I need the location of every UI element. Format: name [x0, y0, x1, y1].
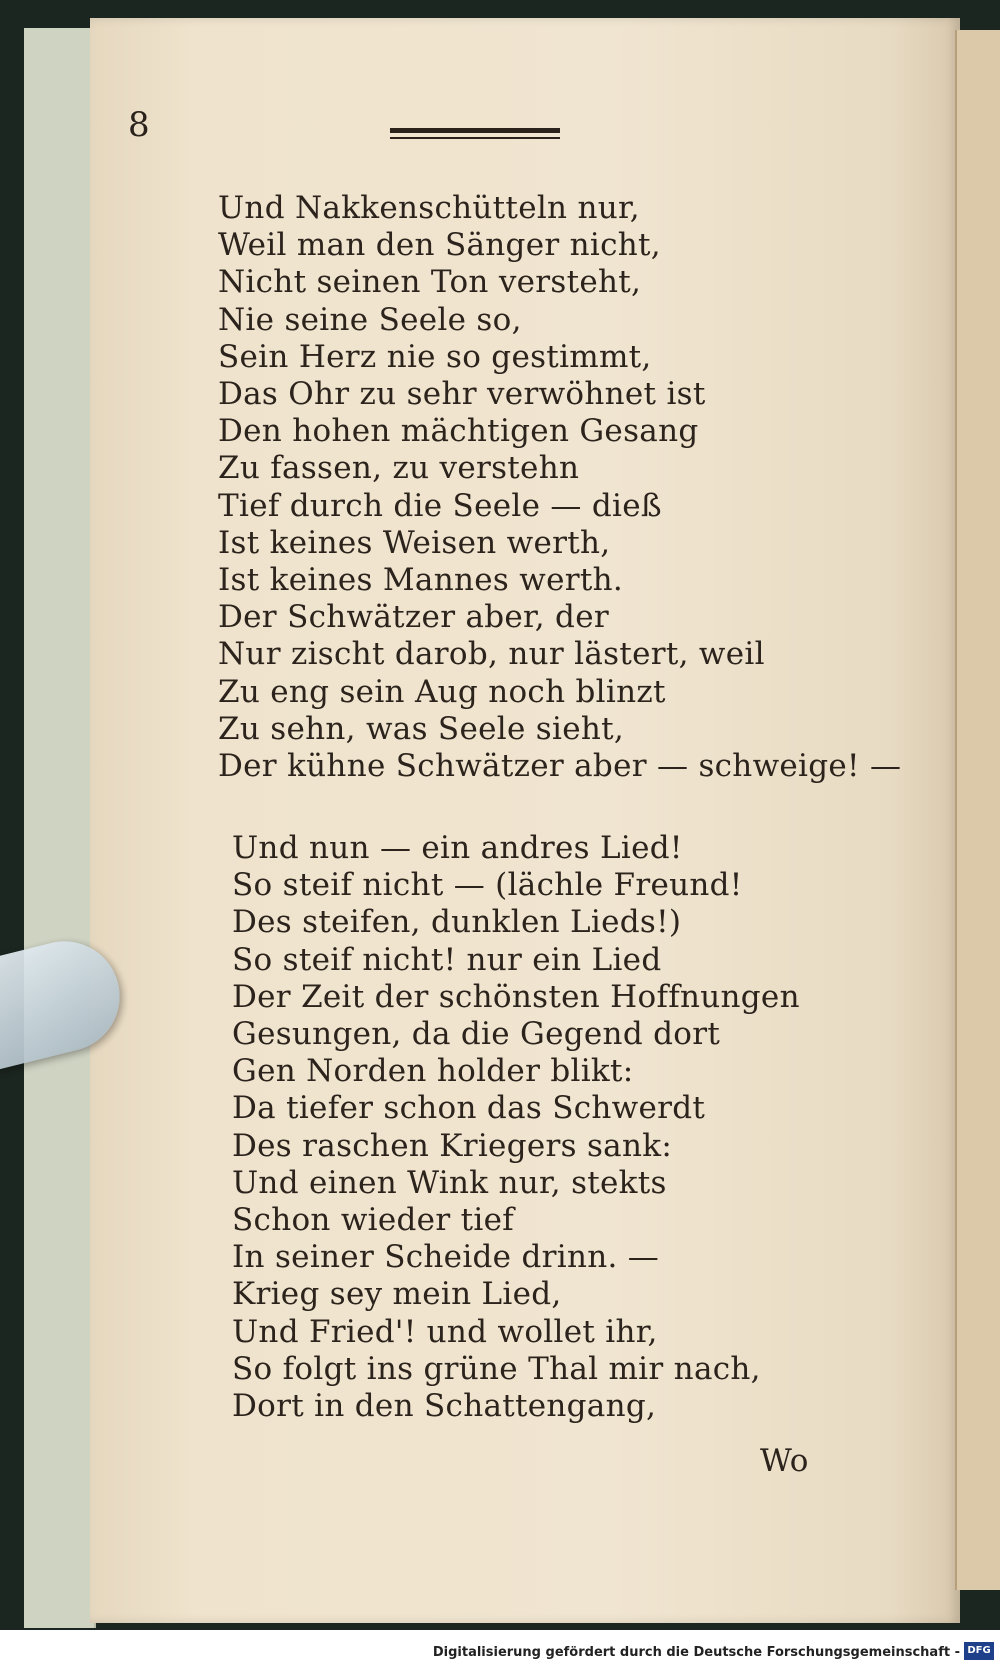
poem-line: Nur zischt darob, nur lästert, weil: [218, 636, 765, 673]
poem-line: Zu fassen, zu verstehn: [218, 450, 580, 487]
poem-line: Zu eng sein Aug noch blinzt: [218, 673, 666, 710]
poem-line: Weil man den Sänger nicht,: [218, 227, 661, 264]
poem-line: Der Zeit der schönsten Hoffnungen: [232, 978, 800, 1015]
poem-line: Nie seine Seele so,: [218, 301, 522, 338]
poem-line: Krieg sey mein Lied,: [232, 1276, 562, 1313]
poem-line: Und nun — ein andres Lied!: [232, 830, 683, 866]
poem-line: Gesungen, da die Gegend dort: [232, 1016, 721, 1053]
poem-line: Des raschen Kriegers sank:: [232, 1127, 673, 1164]
poem-line: Und einen Wink nur, stekts: [232, 1164, 667, 1201]
poem-line: Da tiefer schon das Schwerdt: [232, 1090, 706, 1127]
page-number: 8: [128, 105, 150, 145]
header-rule: [390, 128, 560, 143]
poem-stanza-2: [232, 830, 800, 1425]
poem-line: Ist keines Weisen werth,: [218, 524, 611, 561]
poem-line: Gen Norden holder blikt:: [232, 1053, 634, 1090]
book-edge-left: [24, 28, 96, 1628]
poem-line: So steif nicht — (lächle Freund!: [232, 867, 743, 904]
poem-stanza-1: [218, 190, 901, 785]
poem-line: Das Ohr zu sehr verwöhnet ist: [218, 376, 706, 413]
poem-line: Nicht seinen Ton versteht,: [218, 264, 642, 301]
poem-line: Den hohen mächtigen Gesang: [218, 413, 699, 450]
poem-line: Des steifen, dunklen Lieds!): [232, 904, 682, 941]
poem-line: Schon wieder tief: [232, 1202, 514, 1239]
poem-line: Dort in den Schattengang,: [232, 1388, 657, 1425]
footer-credit: Digitalisierung gefördert durch die Deutsche Forschungsgemeinschaft -: [432, 1645, 960, 1660]
poem-line: Ist keines Mannes werth.: [218, 562, 624, 599]
poem-line: Sein Herz nie so gestimmt,: [218, 338, 652, 375]
poem-line: Und Fried'! und wollet ihr,: [232, 1313, 658, 1350]
poem-line: Und Nakkenschütteln nur,: [218, 190, 640, 226]
poem-line: Der Schwätzer aber, der: [218, 599, 609, 636]
dfg-logo-icon: DFG: [964, 1642, 994, 1660]
poem-line: Zu sehn, was Seele sieht,: [218, 710, 625, 747]
catchword: Wo: [760, 1443, 809, 1479]
poem-line: So steif nicht! nur ein Lied: [232, 941, 662, 978]
poem-line: So folgt ins grüne Thal mir nach,: [232, 1350, 761, 1387]
footer-bar: [0, 1630, 1000, 1679]
poem-line: In seiner Scheide drinn. —: [232, 1239, 660, 1276]
poem-line: Der kühne Schwätzer aber — schweige! —: [218, 748, 902, 785]
book-edge-right: [955, 30, 1000, 1590]
poem-line: Tief durch die Seele — dieß: [218, 487, 662, 524]
